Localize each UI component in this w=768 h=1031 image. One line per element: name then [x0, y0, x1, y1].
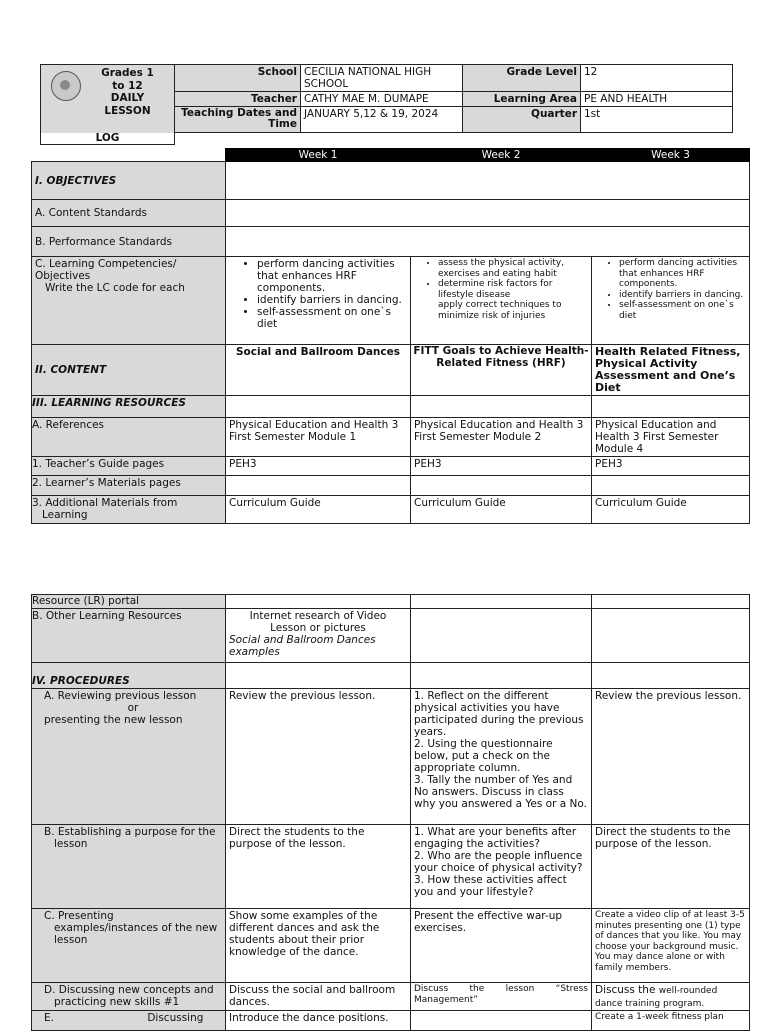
references-week-2: Physical Education and Health 3 First Semester Module 2: [411, 418, 592, 457]
content-standards-label: A. Content Standards: [32, 200, 226, 227]
list-item: • perform dancing activities that enhances HRF components.: [257, 258, 407, 294]
references-week-3: Physical Education and Health 3 First Semester Module 4: [592, 418, 750, 457]
additional-materials-week-2: Curriculum Guide: [411, 496, 592, 524]
quarter-value: 1st: [581, 107, 733, 133]
reviewing-week-2: 1. Reflect on the different physical activities you have participated during the previous years. 2. Using the questionnaire below, put a check on the appropriate column. 3. Tally the number of Yes and No answers. Discuss in class why you answered a Yes or a No.: [411, 689, 592, 825]
discussing-concepts-label: D. Discussing new concepts and practicing new skills #1: [32, 983, 226, 1011]
references-label: A. References: [32, 418, 226, 457]
content-week-3: Health Related Fitness, Physical Activity Assessment and One’s Diet: [592, 345, 750, 396]
list-item: • identify barriers in dancing.: [257, 294, 407, 306]
dll-table-1: [31, 148, 750, 524]
teaching-dates-label: Teaching Dates and Time: [175, 107, 301, 133]
school-value: CECILIA NATIONAL HIGH SCHOOL: [301, 65, 463, 92]
procedures-heading: IV. PROCEDURES: [32, 663, 226, 689]
establishing-purpose-label: B. Establishing a purpose for the lesson: [32, 825, 226, 909]
grade-level-value: 12: [581, 65, 733, 92]
discussing-concepts-2-week-1: Introduce the dance positions.: [226, 1011, 411, 1031]
quarter-label: Quarter: [463, 107, 581, 133]
list-item: • perform dancing activities that enhances HRF components.: [619, 258, 746, 290]
week-3-header: Week 3: [592, 149, 750, 162]
additional-materials-week-3: Curriculum Guide: [592, 496, 750, 524]
learning-resources-heading: III. LEARNING RESOURCES: [32, 396, 226, 418]
discussing-concepts-week-2: Discuss the lesson “Stress Management”: [411, 983, 592, 1011]
establishing-purpose-week-3: Direct the students to the purpose of the lesson.: [592, 825, 750, 909]
presenting-examples-week-2: Present the effective war-up exercises.: [411, 909, 592, 983]
dll-title-cell: [41, 65, 175, 133]
lr-portal-label: Resource (LR) portal: [32, 595, 226, 609]
references-week-1: Physical Education and Health 3 First Semester Module 1: [226, 418, 411, 457]
week-1-header: Week 1: [226, 149, 411, 162]
learning-area-label: Learning Area: [463, 92, 581, 107]
header-table: [40, 64, 733, 145]
content-heading: II. CONTENT: [32, 345, 226, 396]
discussing-concepts-2-week-3: Create a 1-week fitness plan: [592, 1011, 750, 1031]
additional-materials-label: 3. Additional Materials from Learning: [32, 496, 226, 524]
list-item: • self-assessment on one`s diet: [619, 300, 746, 321]
teacher-label: Teacher: [175, 92, 301, 107]
teachers-guide-week-3: PEH3: [592, 457, 750, 476]
presenting-examples-label: C. Presenting examples/instances of the new lesson: [32, 909, 226, 983]
reviewing-week-3: Review the previous lesson.: [592, 689, 750, 825]
content-week-2: FITT Goals to Achieve Health-Related Fitness (HRF): [411, 345, 592, 396]
dll-title: Grades 1 to 12 DAILY LESSON: [101, 67, 154, 117]
reviewing-lesson-label: A. Reviewing previous lesson or presenting the new lesson: [32, 689, 226, 825]
list-item: • self-assessment on one`s diet: [257, 306, 407, 330]
reviewing-week-1: Review the previous lesson.: [226, 689, 411, 825]
establishing-purpose-week-2: 1. What are your benefits after engaging the activities? 2. Who are the people influence your choice of physical activity? 3. How these activities affect you and your lifestyle?: [411, 825, 592, 909]
discussing-concepts-week-1: Discuss the social and ballroom dances.: [226, 983, 411, 1011]
performance-standards-label: B. Performance Standards: [32, 227, 226, 257]
school-label: School: [175, 65, 301, 92]
content-standards-cell: [226, 200, 750, 227]
competencies-week-1: [226, 257, 411, 345]
teachers-guide-week-1: PEH3: [226, 457, 411, 476]
objectives-heading: I. OBJECTIVES: [32, 162, 226, 200]
additional-materials-week-1: Curriculum Guide: [226, 496, 411, 524]
other-resources-week-1: Internet research of Video Lesson or pictures Social and Ballroom Dances examples: [226, 609, 411, 663]
teachers-guide-label: 1. Teacher’s Guide pages: [32, 457, 226, 476]
other-resources-label: B. Other Learning Resources: [32, 609, 226, 663]
competencies-week-2: • assess the physical activity, exercises and eating habit • determine risk factors for lifestyle disease apply correct techniques to minimize risk of injuries: [411, 257, 592, 345]
week-2-header: Week 2: [411, 149, 592, 162]
discussing-concepts-week-3: Discuss the well-rounded dance training program.: [592, 983, 750, 1011]
content-week-1: Social and Ballroom Dances: [226, 345, 411, 396]
learners-materials-label: 2. Learner’s Materials pages: [32, 476, 226, 496]
grade-level-label: Grade Level: [463, 65, 581, 92]
dll-table-2: [31, 594, 750, 1031]
list-item: • identify barriers in dancing.: [619, 290, 746, 301]
presenting-examples-week-3: Create a video clip of at least 3-5 minutes presenting one (1) type of dances that you like. You may choose your background music. You may dance alone or with family members.: [592, 909, 750, 983]
learning-area-value: PE AND HEALTH: [581, 92, 733, 107]
teachers-guide-week-2: PEH3: [411, 457, 592, 476]
deped-seal-logo: [51, 71, 81, 101]
performance-standards-cell: [226, 227, 750, 257]
dll-title-log: LOG: [41, 133, 175, 145]
discussing-concepts-2-label: E. Discussing: [32, 1011, 226, 1031]
presenting-examples-week-1: Show some examples of the different dances and ask the students about their prior knowledge of the dance.: [226, 909, 411, 983]
list-item: • determine risk factors for lifestyle disease: [438, 279, 588, 300]
learning-competencies-label: C. Learning Competencies/ Objectives Write the LC code for each: [32, 257, 226, 345]
establishing-purpose-week-1: Direct the students to the purpose of the lesson.: [226, 825, 411, 909]
competencies-week-3: [592, 257, 750, 345]
objectives-cell: [226, 162, 750, 200]
list-item: • assess the physical activity, exercises and eating habit: [438, 258, 588, 279]
teaching-dates-value: JANUARY 5,12 & 19, 2024: [301, 107, 463, 133]
teacher-value: CATHY MAE M. DUMAPE: [301, 92, 463, 107]
